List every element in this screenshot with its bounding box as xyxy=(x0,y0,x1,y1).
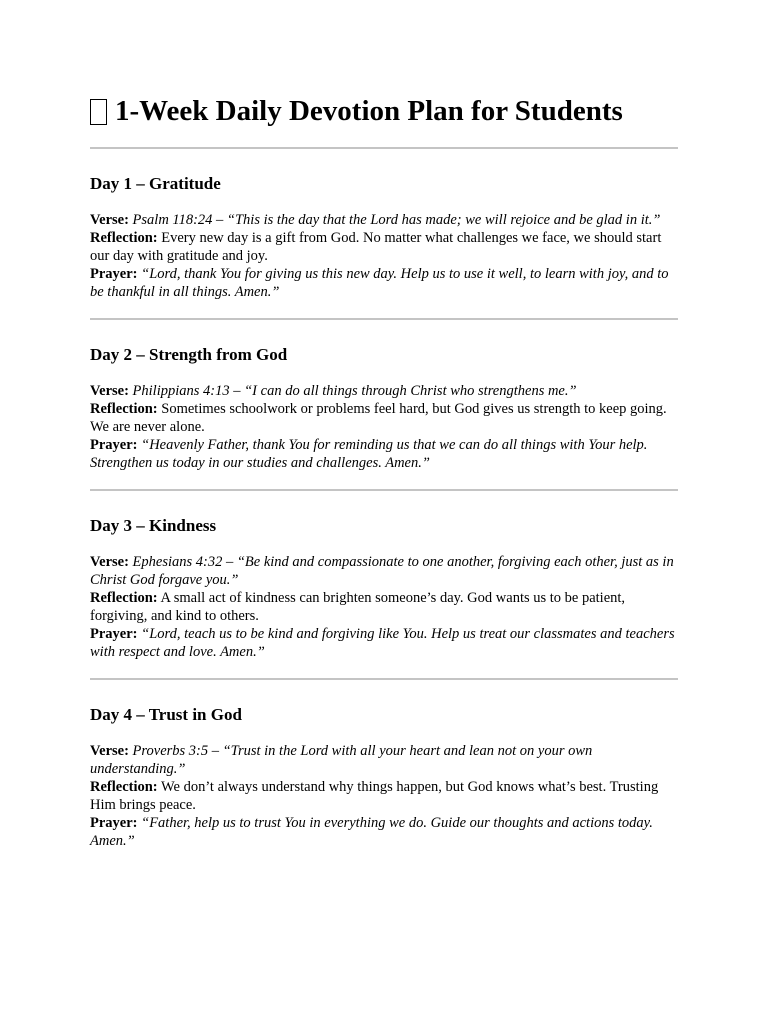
divider xyxy=(90,489,678,491)
prayer-line xyxy=(90,625,678,661)
prayer-text: “Lord, teach us to be kind and forgiving like You. Help us treat our classmates and teachers with respect and love. Amen.” xyxy=(90,626,675,660)
prayer-label: Prayer: xyxy=(90,626,138,642)
prayer-line xyxy=(90,814,678,850)
missing-glyph-icon xyxy=(90,99,107,125)
verse-label: Verse: xyxy=(90,743,129,759)
document-title-text: 1-Week Daily Devotion Plan for Students xyxy=(115,95,623,127)
day-section-2 xyxy=(90,345,678,472)
verse-text: Philippians 4:13 – “I can do all things through Christ who strengthens me.” xyxy=(132,383,577,399)
reflection-label: Reflection: xyxy=(90,779,158,795)
reflection-text: Sometimes schoolwork or problems feel hard, but God gives us strength to keep going. We are never alone. xyxy=(90,401,667,435)
reflection-label: Reflection: xyxy=(90,401,158,417)
reflection-label: Reflection: xyxy=(90,230,158,246)
prayer-text: “Lord, thank You for giving us this new day. Help us to use it well, to learn with joy, and to be thankful in all things. Amen.” xyxy=(90,266,669,300)
verse-text: Psalm 118:24 – “This is the day that the Lord has made; we will rejoice and be glad in it.” xyxy=(132,212,661,228)
day-heading: Day 2 – Strength from God xyxy=(90,345,288,364)
prayer-label: Prayer: xyxy=(90,437,138,453)
reflection-line xyxy=(90,400,678,436)
prayer-label: Prayer: xyxy=(90,815,138,831)
verse-line xyxy=(90,211,678,229)
day-heading: Day 4 – Trust in God xyxy=(90,705,242,724)
day-heading: Day 1 – Gratitude xyxy=(90,174,221,193)
reflection-label: Reflection: xyxy=(90,590,158,606)
prayer-line xyxy=(90,265,678,301)
verse-label: Verse: xyxy=(90,383,129,399)
prayer-line xyxy=(90,436,678,472)
prayer-text: “Heavenly Father, thank You for reminding us that we can do all things with Your help. Strengthen us today in our studies and challenges. Amen.” xyxy=(90,437,648,471)
divider xyxy=(90,318,678,320)
reflection-text: A small act of kindness can brighten someone’s day. God wants us to be patient, forgiving, and kind to others. xyxy=(90,590,626,624)
verse-label: Verse: xyxy=(90,212,129,228)
divider xyxy=(90,147,678,149)
reflection-line xyxy=(90,778,678,814)
day-section-4 xyxy=(90,705,678,850)
prayer-text: “Father, help us to trust You in everything we do. Guide our thoughts and actions today. Amen.” xyxy=(90,815,653,849)
verse-text: Ephesians 4:32 – “Be kind and compassionate to one another, forgiving each other, just as in Christ God forgave you.” xyxy=(90,554,674,588)
divider xyxy=(90,678,678,680)
reflection-line xyxy=(90,229,678,265)
day-section-3 xyxy=(90,516,678,661)
reflection-text: Every new day is a gift from God. No matter what challenges we face, we should start our day with gratitude and joy. xyxy=(90,230,662,264)
reflection-line xyxy=(90,589,678,625)
prayer-label: Prayer: xyxy=(90,266,138,282)
day-heading: Day 3 – Kindness xyxy=(90,516,217,535)
document-title xyxy=(90,92,678,130)
verse-line xyxy=(90,382,678,400)
day-section-1 xyxy=(90,174,678,301)
verse-line xyxy=(90,742,678,778)
verse-label: Verse: xyxy=(90,554,129,570)
verse-line xyxy=(90,553,678,589)
verse-text: Proverbs 3:5 – “Trust in the Lord with all your heart and lean not on your own understanding.” xyxy=(90,743,593,777)
reflection-text: We don’t always understand why things happen, but God knows what’s best. Trusting Him brings peace. xyxy=(90,779,659,813)
